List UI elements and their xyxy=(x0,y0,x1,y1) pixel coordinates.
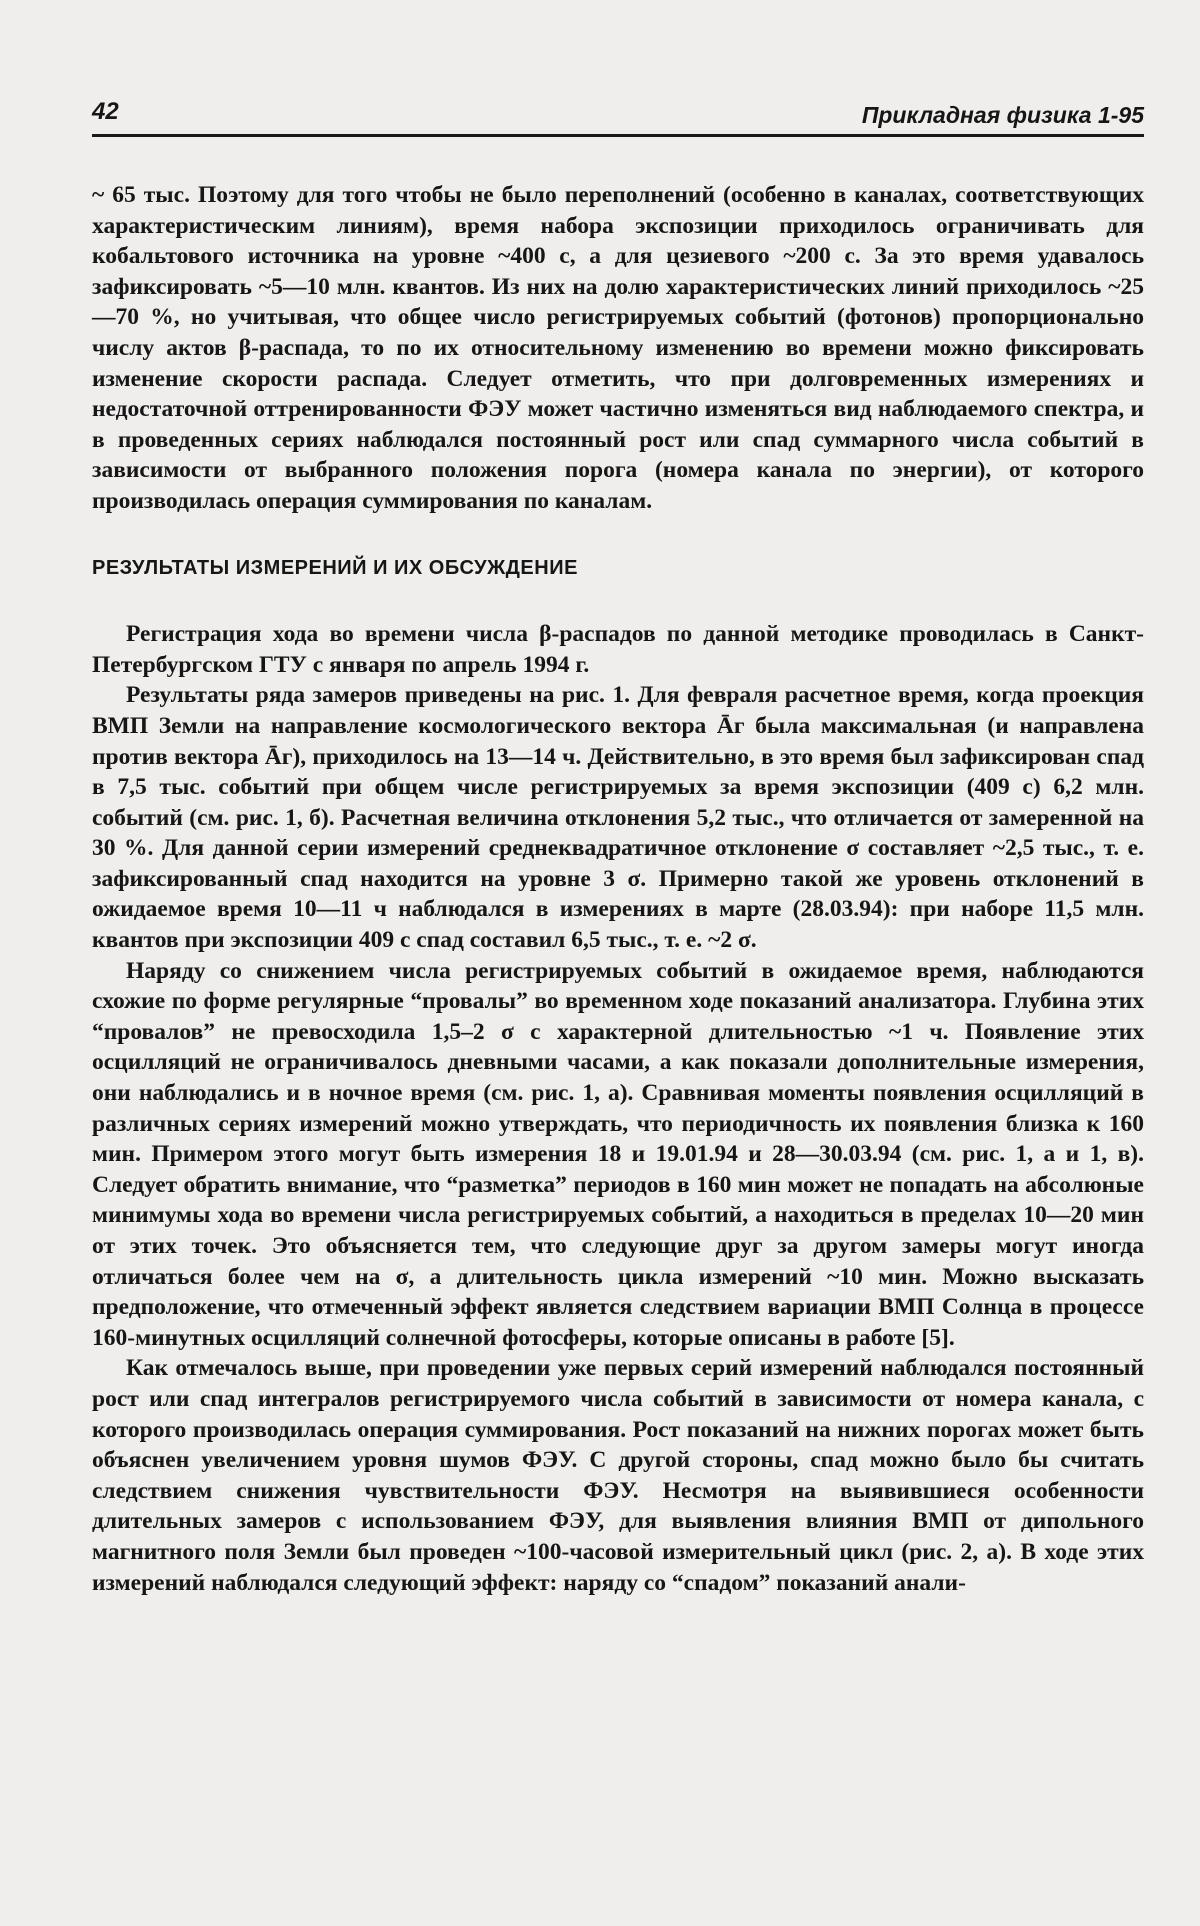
paragraph-oscillations: Наряду со снижением числа регистрируемых событий в ожидаемое время, наблюдаются схожие по форме регулярные “провалы” во временном ходе показаний анализатора. Глубина этих “провалов” не превосходила 1,5–2 σ с характерной длительностью ~1 ч. Появление этих осцилляций не ограничивалось дневными часами, а как показали дополнительные измерения, они наблюдались и в ночное время (см. рис. 1, а). Сравнивая моменты появления осцилляций в различных сериях измерений можно утверждать, что периодичность их появления близка к 160 мин. Примером этого могут быть измерения 18 и 19.01.94 и 28—30.03.94 (см. рис. 1, а и 1, в). Следует обратить внимание, что “разметка” периодов в 160 мин может не попадать на абсолюные минимумы хода во времени числа регистрируемых событий, а находиться в пределах 10—20 мин от этих точек. Это объясняется тем, что следующие друг за другом замеры могут иногда отличаться более чем на σ, а длительность цикла измерений ~10 мин. Можно высказать предположение, что отмеченный эффект является следствием вариации ВМП Солнца в процессе 160-минутных осцилляций солнечной фотосферы, которые описаны в работе [5]. xyxy=(92,957,1144,1351)
journal-title: Прикладная физика 1-95 xyxy=(861,102,1144,128)
paragraph-results: Результаты ряда замеров приведены на рис. 1. Для февраля расчетное время, когда проекция ВМП Земли на направление космологического вектора Āг была максимальная (и направлена против вектора Āг), приходилось на 13—14 ч. Действительно, в это время был зафиксирован спад в 7,5 тыс. событий при общем числе регистрируемых за время экспозиции (409 с) 6,2 млн. событий (см. рис. 1, б). Расчетная величина отклонения 5,2 тыс., что отличается от замеренной на 30 %. Для данной серии измерений среднеквадратичное отклонение σ составляет ~2,5 тыс., т. е. зафиксированный спад находится на уровне 3 σ. Примерно такой же уровень отклонений в ожидаемое время 10—11 ч наблюдался в измерениях в марте (28.03.94): при наборе 11,5 млн. квантов при экспозиции 409 с спад составил 6,5 тыс., т. е. ~2 σ. xyxy=(92,682,1144,954)
running-header xyxy=(92,98,1144,137)
paragraph-registration: Регистрация хода во времени числа β-распадов по данной методике проводилась в Санкт-Петербургском ГТУ с января по апрель 1994 г. xyxy=(92,621,1144,678)
paragraph-integrals: Как отмечалось выше, при проведении уже первых серий измерений наблюдался постоянный рост или спад интегралов регистрируемого числа событий в зависимости от номера канала, с которого производилась операция суммирования. Рост показаний на нижних порогах может быть объяснен увеличением уровня шумов ФЭУ. С другой стороны, спад можно было бы считать следствием снижения чувствительности ФЭУ. Несмотря на выявившиеся особенности длительных замеров с использованием ФЭУ, для выявления влияния ВМП от дипольного магнитного поля Земли был проведен ~100-часовой измерительный цикл (рис. 2, а). В ходе этих измерений наблюдался следующий эффект: наряду со “спадом” показаний анали- xyxy=(92,1355,1144,1596)
article-body xyxy=(92,180,1144,1598)
section-heading: РЕЗУЛЬТАТЫ ИЗМЕРЕНИЙ И ИХ ОБСУЖДЕНИЕ xyxy=(92,556,578,579)
paragraph-continuation: ~ 65 тыс. Поэтому для того чтобы не было переполнений (особенно в каналах, соответствующих характеристическим линиям), время набора экспозиции приходилось ограничивать для кобальтового источника на уровне ~400 с, а для цезиевого ~200 с. За это время удавалось зафиксировать ~5—10 млн. квантов. Из них на долю характеристических линий приходилось ~25—70 %, но учитывая, что общее число регистрируемых событий (фотонов) пропорционально числу актов β-распада, то по их относительному изменению во времени можно фиксировать изменение скорости распада. Следует отметить, что при долговременных измерениях и недостаточной оттренированности ФЭУ может частично изменяться вид наблюдаемого спектра, и в проведенных сериях наблюдался постоянный рост или спад суммарного числа событий в зависимости от выбранного положения порога (номера канала по энергии), от которого производилась операция суммирования по каналам. xyxy=(92,182,1144,514)
page-number: 42 xyxy=(92,98,119,125)
